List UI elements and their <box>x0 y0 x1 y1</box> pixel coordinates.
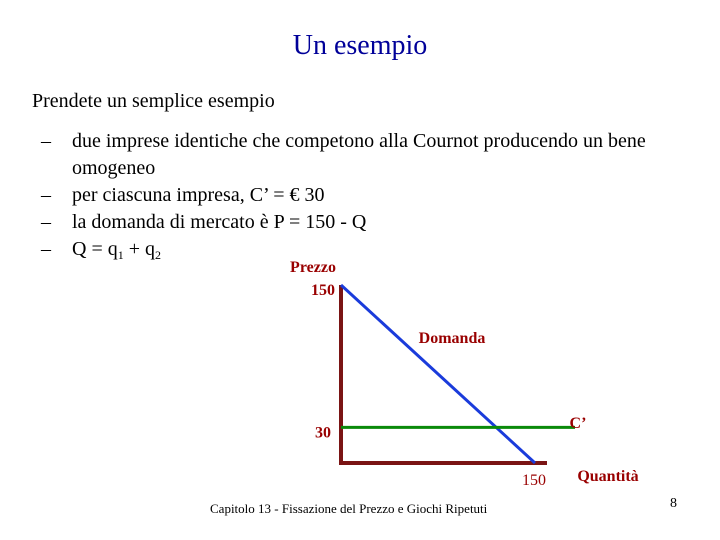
bullet-text-part: Q = q <box>72 238 118 260</box>
page-number: 8 <box>670 496 677 511</box>
footer-text: Capitolo 13 - Fissazione del Prezzo e Giochi Ripetuti <box>210 501 488 516</box>
x-tick-label: 150 <box>522 472 546 489</box>
lead-text: Prendete un semplice esempio <box>32 90 275 112</box>
subscript: 2 <box>155 248 162 262</box>
bullet-dash: – <box>41 238 51 260</box>
bullet-dash: – <box>41 211 51 233</box>
x-axis-label: Quantità <box>577 468 639 485</box>
y-tick-label: 30 <box>315 424 331 442</box>
bullet-text: due imprese identiche che competono alla Cournot producendo un bene omogeneo <box>72 130 646 179</box>
bullet-dash: – <box>41 130 51 152</box>
y-tick-label: 150 <box>311 282 335 299</box>
demand-line <box>341 285 535 463</box>
y-axis-label: Prezzo <box>290 259 336 276</box>
bullet-text: la domanda di mercato è P = 150 - Q <box>72 211 367 233</box>
bullet-text-part: + q <box>123 238 156 260</box>
slide-title: Un esempio <box>292 30 428 61</box>
bullet-dash: – <box>41 184 51 206</box>
subscript: 1 <box>117 248 124 262</box>
series-label-mc: C’ <box>569 415 587 432</box>
series-label-demand: Domanda <box>418 330 486 347</box>
bullet-text: per ciascuna impresa, C’ = € 30 <box>72 184 325 206</box>
